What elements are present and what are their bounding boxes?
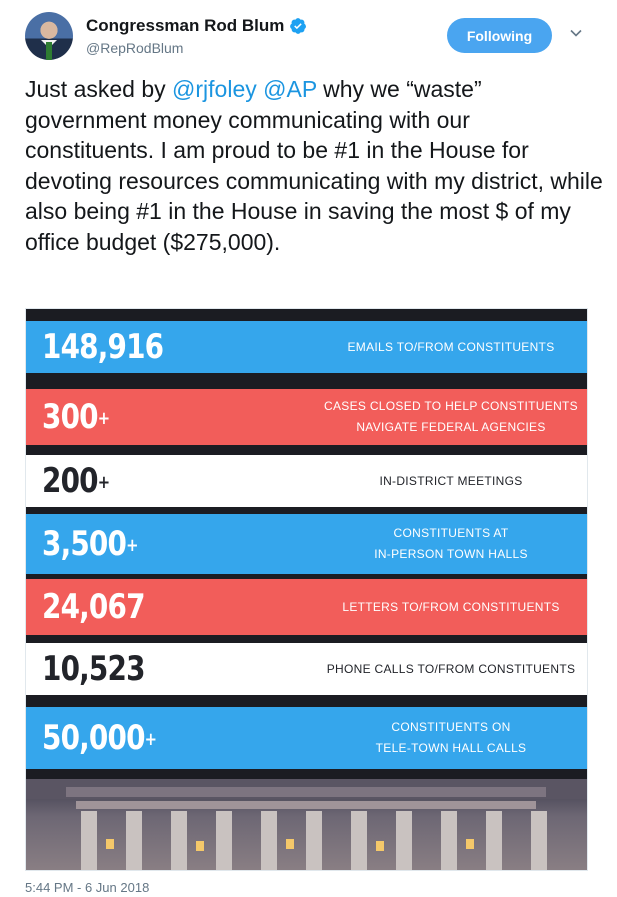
stat-number: 3,500+ bbox=[42, 524, 138, 565]
user-handle[interactable]: @RepRodBlum bbox=[86, 40, 184, 56]
stat-plus-suffix: + bbox=[97, 408, 110, 430]
tweet-text-start: Just asked by bbox=[25, 76, 173, 102]
stat-band bbox=[26, 389, 588, 445]
mention-link-ap[interactable]: @AP bbox=[263, 76, 317, 102]
avatar[interactable] bbox=[25, 12, 73, 60]
stat-number: 200+ bbox=[42, 461, 110, 502]
stat-number: 24,067 bbox=[42, 587, 145, 628]
stat-band bbox=[26, 321, 588, 373]
stat-label bbox=[316, 597, 586, 618]
avatar-tie bbox=[46, 42, 52, 60]
stat-label bbox=[316, 396, 586, 438]
tweet-timestamp[interactable]: 5:44 PM - 6 Jun 2018 bbox=[25, 880, 150, 895]
stat-band bbox=[26, 643, 588, 695]
display-name[interactable]: Congressman Rod Blum bbox=[86, 16, 285, 35]
stat-band bbox=[26, 455, 588, 507]
stat-label bbox=[316, 717, 586, 759]
stat-label-line-2: IN-PERSON TOWN HALLS bbox=[374, 547, 528, 561]
stat-band bbox=[26, 514, 588, 574]
tweet-header bbox=[0, 0, 617, 70]
stat-number: 50,000+ bbox=[42, 718, 157, 759]
stat-label-line-1: EMAILS TO/FROM CONSTITUENTS bbox=[347, 339, 555, 354]
stat-label bbox=[316, 523, 586, 565]
building-illustration bbox=[26, 779, 588, 871]
stat-label bbox=[316, 337, 586, 358]
capitol-building-photo bbox=[26, 779, 588, 871]
stat-band bbox=[26, 707, 588, 769]
stat-plus-suffix: + bbox=[97, 472, 110, 494]
stat-plus-suffix: + bbox=[144, 729, 157, 751]
name-row bbox=[86, 16, 307, 36]
stat-label-line-2: TELE-TOWN HALL CALLS bbox=[375, 741, 527, 755]
stat-label bbox=[316, 659, 586, 680]
stat-label-line-2: NAVIGATE FEDERAL AGENCIES bbox=[356, 420, 546, 434]
stat-label-line-1: PHONE CALLS TO/FROM CONSTITUENTS bbox=[326, 661, 576, 676]
stat-label-line-1: CONSTITUENTS ON bbox=[391, 720, 511, 734]
stat-label bbox=[316, 471, 586, 492]
tweet-text-rest: why we “waste” government money communicating with our constituents. I am proud to be #1 in the House for devoting resources communicating with my district, while also being #1 in the House in saving the most $ of my office budget ($275,000). bbox=[25, 76, 603, 255]
stat-number: 300+ bbox=[42, 397, 110, 438]
following-button[interactable]: Following bbox=[447, 18, 552, 53]
mention-link-rjfoley[interactable]: @rjfoley bbox=[172, 76, 257, 102]
stat-plus-suffix: + bbox=[126, 535, 138, 557]
stat-label-line-1: LETTERS TO/FROM CONSTITUENTS bbox=[342, 599, 560, 614]
stat-number: 10,523 bbox=[42, 649, 145, 690]
stat-label-line-1: CONSTITUENTS AT bbox=[393, 526, 509, 540]
chevron-down-icon[interactable] bbox=[569, 26, 583, 40]
stat-number: 148,916 bbox=[42, 327, 164, 368]
verified-badge-icon bbox=[289, 17, 307, 35]
stat-band bbox=[26, 579, 588, 635]
stat-label-line-1: CASES CLOSED TO HELP CONSTITUENTS bbox=[324, 399, 578, 413]
tweet-text bbox=[25, 74, 605, 258]
stat-label-line-1: IN-DISTRICT MEETINGS bbox=[379, 473, 523, 488]
tweet-image[interactable] bbox=[25, 308, 588, 871]
